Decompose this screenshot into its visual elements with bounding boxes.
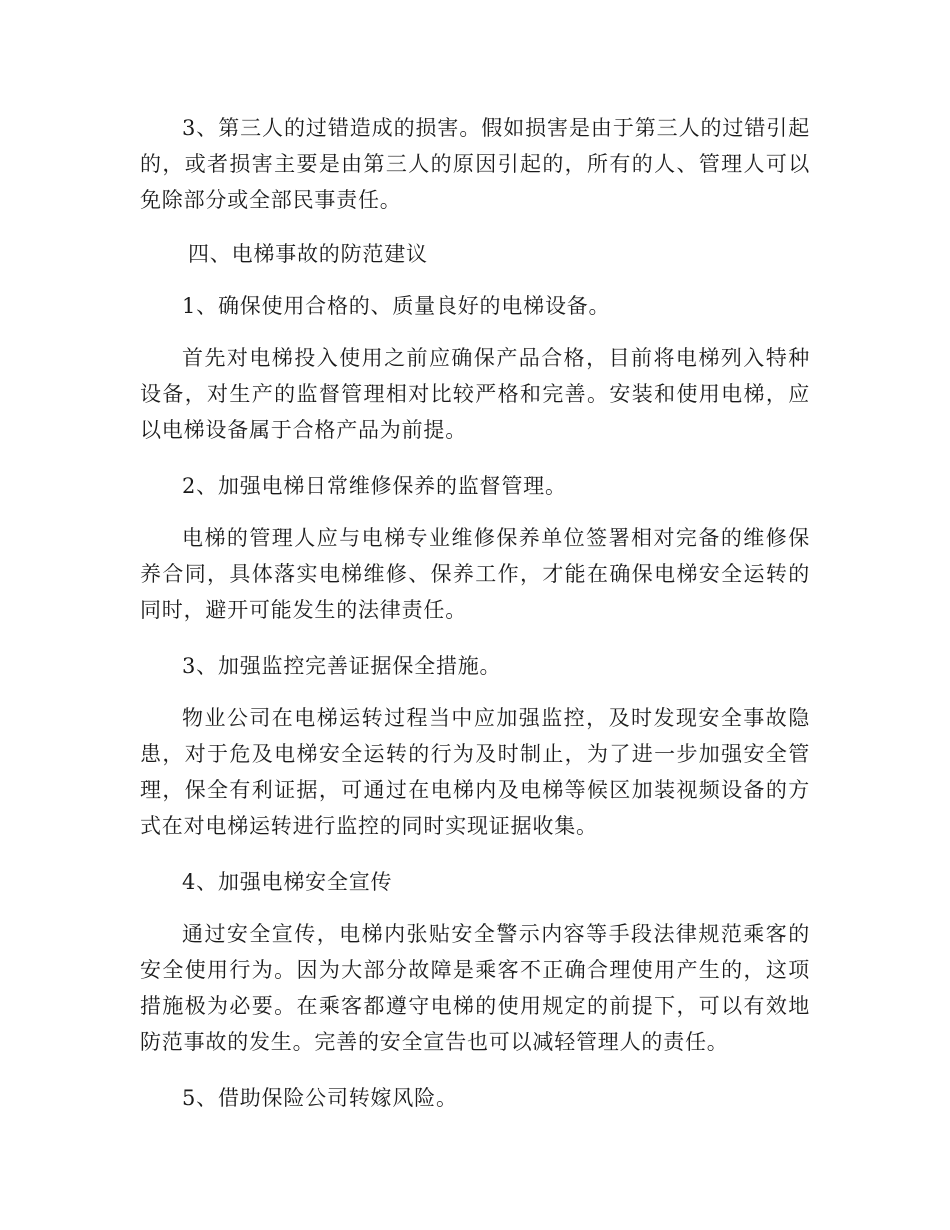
paragraph-item-4: 通过安全宣传，电梯内张贴安全警示内容等手段法律规范乘客的安全使用行为。因为大部分故障是乘客不正确合理使用产生的，这项措施极为必要。在乘客都遵守电梯的使用规定的前提下，可以有效地防范事故的发生。完善的安全宣告也可以减轻管理人的责任。: [140, 922, 810, 1054]
paragraph-third-party-fault: 3、第三人的过错造成的损害。假如损害是由于第三人的过错引起的，或者损害主要是由第三人的原因引起的，所有的人、管理人可以免除部分或全部民事责任。: [140, 116, 810, 212]
section-heading-prevention: 四、电梯事故的防范建议: [188, 242, 428, 266]
item-heading-5: 5、借助保险公司转嫁风险。: [182, 1086, 458, 1110]
item-heading-2: 2、加强电梯日常维修保养的监督管理。: [182, 474, 567, 498]
item-heading-1: 1、确保使用合格的、质量良好的电梯设备。: [182, 294, 611, 318]
paragraph-item-3: 物业公司在电梯运转过程当中应加强监控，及时发现安全事故隐患，对于危及电梯安全运转的行为及时制止，为了进一步加强安全管理，保全有利证据，可通过在电梯内及电梯等候区加装视频设备的方式在对电梯运转进行监控的同时实现证据收集。: [140, 706, 810, 838]
paragraph-item-2: 电梯的管理人应与电梯专业维修保养单位签署相对完备的维修保养合同，具体落实电梯维修、保养工作，才能在确保电梯安全运转的同时，避开可能发生的法律责任。: [140, 526, 810, 622]
item-heading-3: 3、加强监控完善证据保全措施。: [182, 654, 502, 678]
item-heading-4: 4、加强电梯安全宣传: [182, 870, 393, 894]
paragraph-item-1: 首先对电梯投入使用之前应确保产品合格，目前将电梯列入特种设备，对生产的监督管理相对比较严格和完善。安装和使用电梯，应以电梯设备属于合格产品为前提。: [140, 346, 810, 442]
